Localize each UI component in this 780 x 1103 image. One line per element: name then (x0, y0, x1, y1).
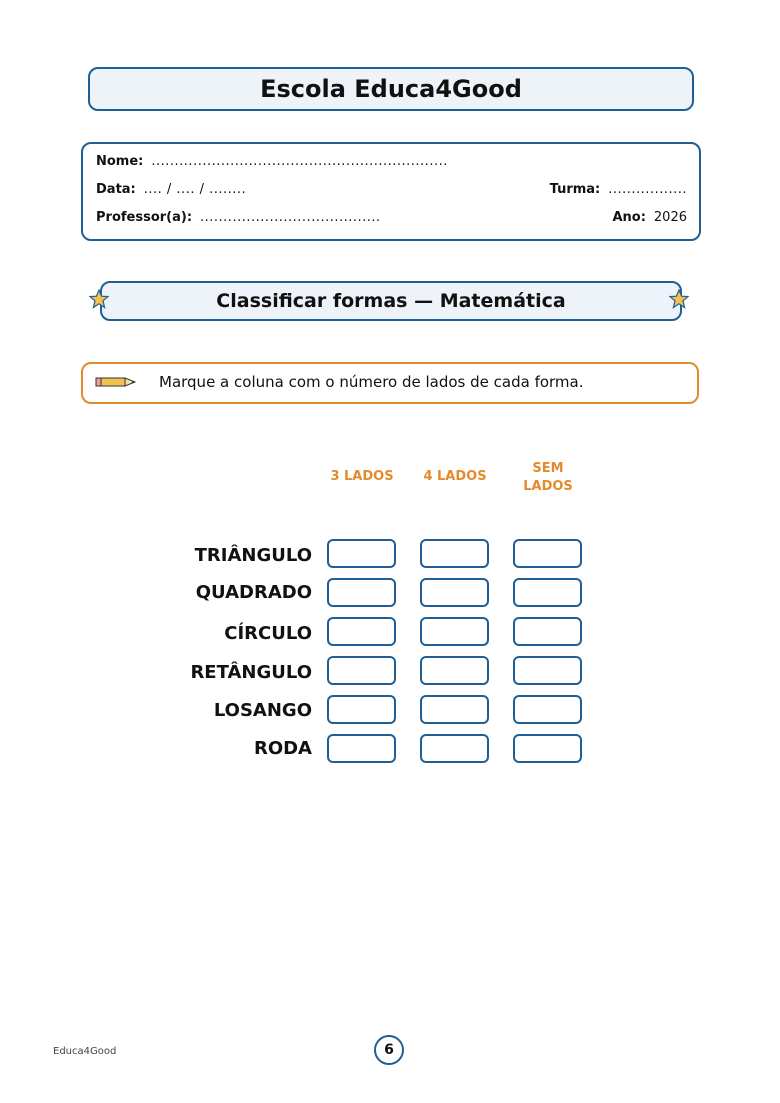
checkbox-losango-sem-lados[interactable] (513, 695, 582, 724)
checkbox-losango-4-lados[interactable] (420, 695, 489, 724)
row-label-retangulo: RETÂNGULO (190, 662, 312, 683)
column-header-4-sides: 4 LADOS (423, 469, 487, 484)
checkbox-quadrado-sem-lados[interactable] (513, 578, 582, 607)
checkbox-roda-3-lados[interactable] (327, 734, 396, 763)
year-label: Ano: (612, 210, 646, 225)
date-label: Data: (96, 182, 136, 197)
instruction-text: Marque a coluna com o número de lados de cada forma. (159, 373, 584, 391)
checkbox-losango-3-lados[interactable] (327, 695, 396, 724)
row-label-losango: LOSANGO (213, 700, 312, 721)
teacher-label: Professor(a): (96, 210, 193, 225)
name-row (96, 154, 687, 169)
teacher-field: ....................................... (200, 210, 381, 225)
class-field: ................. (608, 182, 687, 197)
checkbox-circulo-3-lados[interactable] (327, 617, 396, 646)
checkbox-quadrado-4-lados[interactable] (420, 578, 489, 607)
row-label-circulo: CÍRCULO (224, 623, 312, 644)
student-info-box (81, 142, 701, 241)
checkbox-retangulo-sem-lados[interactable] (513, 656, 582, 685)
checkbox-quadrado-3-lados[interactable] (327, 578, 396, 607)
school-header (88, 67, 694, 111)
footer-brand: Educa4Good (53, 1046, 117, 1057)
star-icon (89, 289, 109, 309)
pencil-icon (95, 376, 137, 388)
checkbox-retangulo-3-lados[interactable] (327, 656, 396, 685)
teacher-row (96, 210, 687, 225)
instruction-box (81, 362, 699, 404)
date-field: .... / .... / ........ (143, 182, 247, 197)
star-icon (669, 289, 689, 309)
checkbox-triangulo-sem-lados[interactable] (513, 539, 582, 568)
checkbox-circulo-sem-lados[interactable] (513, 617, 582, 646)
checkbox-triangulo-4-lados[interactable] (420, 539, 489, 568)
topic-banner (100, 281, 682, 321)
row-label-triangulo: TRIÂNGULO (194, 545, 312, 566)
page-number (374, 1035, 404, 1065)
name-label: Nome: (96, 154, 144, 169)
school-title: Escola Educa4Good (260, 75, 522, 103)
checkbox-circulo-4-lados[interactable] (420, 617, 489, 646)
checkbox-roda-4-lados[interactable] (420, 734, 489, 763)
checkbox-roda-sem-lados[interactable] (513, 734, 582, 763)
row-label-roda: RODA (253, 738, 312, 759)
column-header-3-sides: 3 LADOS (330, 469, 394, 484)
row-label-quadrado: QUADRADO (195, 582, 312, 603)
topic-title: Classificar formas — Matemática (216, 290, 566, 312)
column-header-no-sides-label: SEM LADOS (523, 461, 573, 494)
page-number-label: 6 (384, 1042, 394, 1058)
column-header-no-sides (503, 460, 593, 496)
date-row (96, 182, 687, 197)
class-label: Turma: (549, 182, 601, 197)
year-value: 2026 (653, 210, 687, 225)
checkbox-retangulo-4-lados[interactable] (420, 656, 489, 685)
checkbox-triangulo-3-lados[interactable] (327, 539, 396, 568)
name-field: ................................................................ (151, 154, 448, 169)
